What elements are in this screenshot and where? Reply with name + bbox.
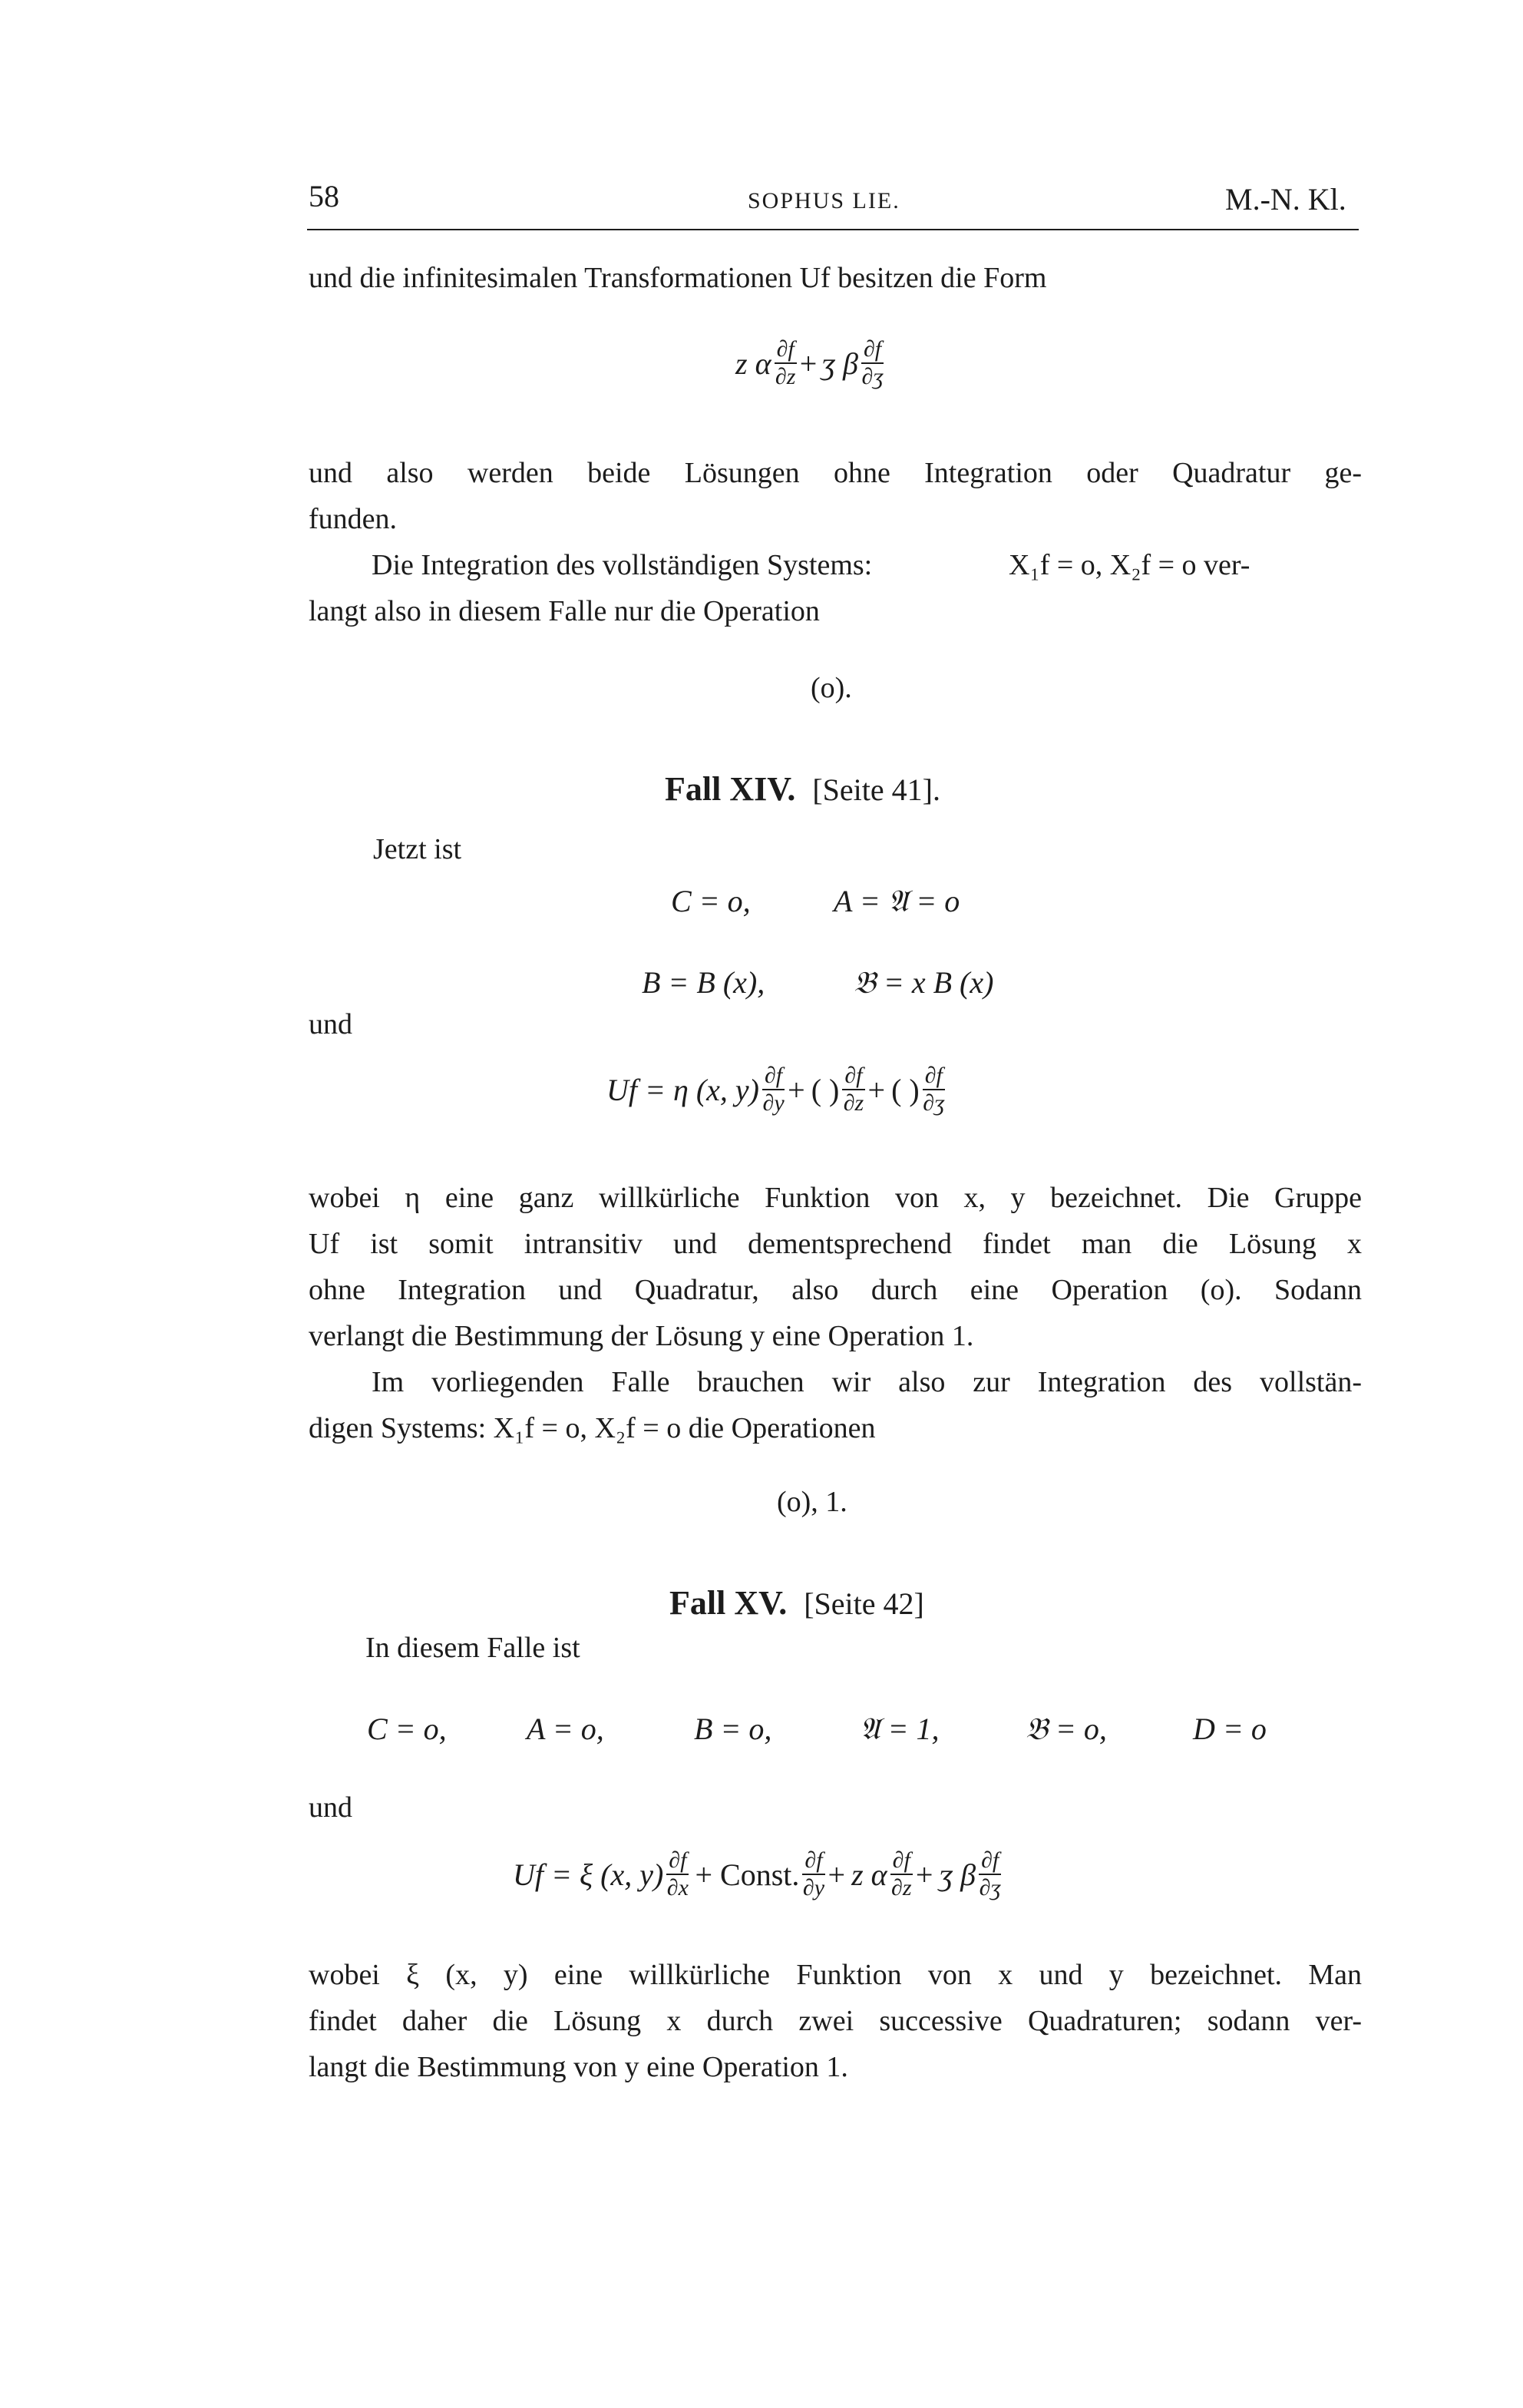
header-rule xyxy=(307,229,1359,230)
fraction-df-dz: ∂f ∂z xyxy=(891,1847,912,1900)
fraction-df-dz: ∂f ∂z xyxy=(775,336,796,389)
zb-term: ʒ β xyxy=(821,346,858,381)
fraction-df-dzeta: ∂f ∂ʒ xyxy=(861,336,884,389)
condition: 𝔄 = 1, xyxy=(860,1712,940,1746)
plus-sign: + xyxy=(828,1857,846,1892)
system-equations: X₁f = o, X₂f = o ver- xyxy=(1009,549,1250,581)
case-title: Fall XV. xyxy=(669,1584,788,1622)
fraction-df-dy: ∂f ∂y xyxy=(762,1063,785,1116)
paragraph-line: Uf ist somit intransitiv und dementsprechend findet man die Lösung x xyxy=(309,1228,1362,1260)
condition: C = o, xyxy=(671,884,751,918)
paragraph-line: findet daher die Lösung x durch zwei successive Quadraturen; sodann ver- xyxy=(309,2005,1362,2037)
empty-paren: ( ) xyxy=(891,1072,920,1107)
uf-equation xyxy=(606,1064,948,1115)
fraction-df-dx: ∂f ∂x xyxy=(666,1847,689,1900)
condition: C = o, xyxy=(367,1712,447,1746)
paragraph-line: wobei ξ (x, y) eine willkürliche Funktion von x und y bezeichnet. Man xyxy=(309,1959,1362,1991)
intro-line: und die infinitesimalen Transformationen Uf besitzen die Form xyxy=(309,262,1047,294)
empty-paren: ( ) xyxy=(811,1072,840,1107)
paragraph-line: und also werden beide Lösungen ohne Integration oder Quadratur ge- xyxy=(309,457,1362,489)
page-reference: [Seite 41]. xyxy=(812,772,940,807)
za-term: z α xyxy=(735,346,771,381)
form-equation xyxy=(735,338,887,389)
fraction-df-dzeta: ∂f ∂ʒ xyxy=(923,1063,945,1116)
condition: B = B (x), xyxy=(642,965,765,1000)
paragraph-line: ohne Integration und Quadratur, also durch eine Operation (o). Sodann xyxy=(309,1274,1362,1306)
operation-label: (o). xyxy=(811,672,852,704)
uf-lhs: Uf = ξ (x, y) xyxy=(513,1857,664,1892)
uf-lhs: Uf = η (x, y) xyxy=(606,1072,759,1107)
page-reference: [Seite 42] xyxy=(804,1586,924,1621)
plus-sign: + xyxy=(867,1072,886,1107)
case-heading xyxy=(669,1583,924,1622)
condition: A = 𝔄 = o xyxy=(834,884,960,918)
paragraph-line: langt die Bestimmung von y eine Operation 1. xyxy=(309,2051,848,2083)
const-term: + Const. xyxy=(695,1857,800,1892)
uf-equation xyxy=(513,1849,1004,1900)
paragraph-line: In diesem Falle ist xyxy=(365,1632,580,1664)
case-heading xyxy=(665,769,940,809)
plus-sign: + xyxy=(788,1072,805,1107)
running-head-author: SOPHUS LIE. xyxy=(748,188,900,213)
paragraph-line: verlangt die Bestimmung der Lösung y eine Operation 1. xyxy=(309,1320,974,1352)
paragraph-line: Im vorliegenden Falle brauchen wir also zur Integration des vollstän- xyxy=(372,1366,1362,1398)
fraction-df-dz: ∂f ∂z xyxy=(843,1063,864,1116)
condition: B = o, xyxy=(694,1712,772,1746)
paragraph-line: und xyxy=(309,1008,352,1040)
condition: 𝔅 = o, xyxy=(1026,1712,1107,1746)
paragraph-line: digen Systems: X₁f = o, X₂f = o die Operationen xyxy=(309,1412,876,1444)
paragraph-line: Die Integration des vollständigen Systems: xyxy=(372,549,873,581)
condition: A = o, xyxy=(527,1712,604,1746)
condition: 𝔅 = x B (x) xyxy=(854,965,994,1000)
case-title: Fall XIV. xyxy=(665,770,796,808)
page-number: 58 xyxy=(309,179,339,213)
fraction-df-dy: ∂f ∂y xyxy=(802,1847,825,1900)
paragraph-line: und xyxy=(309,1791,352,1824)
condition: D = o xyxy=(1193,1712,1267,1746)
za-term: z α xyxy=(851,1857,887,1892)
paragraph-line: wobei η eine ganz willkürliche Funktion von x, y bezeichnet. Die Gruppe xyxy=(309,1182,1362,1214)
operation-label: (o), 1. xyxy=(777,1486,847,1518)
paragraph-line: Jetzt ist xyxy=(373,833,462,865)
zb-term: ʒ β xyxy=(939,1857,976,1892)
paragraph-line: langt also in diesem Falle nur die Operation xyxy=(309,595,820,627)
paragraph-line: funden. xyxy=(309,503,398,535)
fraction-df-dzeta: ∂f ∂ʒ xyxy=(979,1847,1001,1900)
running-head-class: M.-N. Kl. xyxy=(1225,182,1346,217)
plus-sign: + xyxy=(915,1857,933,1892)
plus-sign: + xyxy=(799,346,818,381)
